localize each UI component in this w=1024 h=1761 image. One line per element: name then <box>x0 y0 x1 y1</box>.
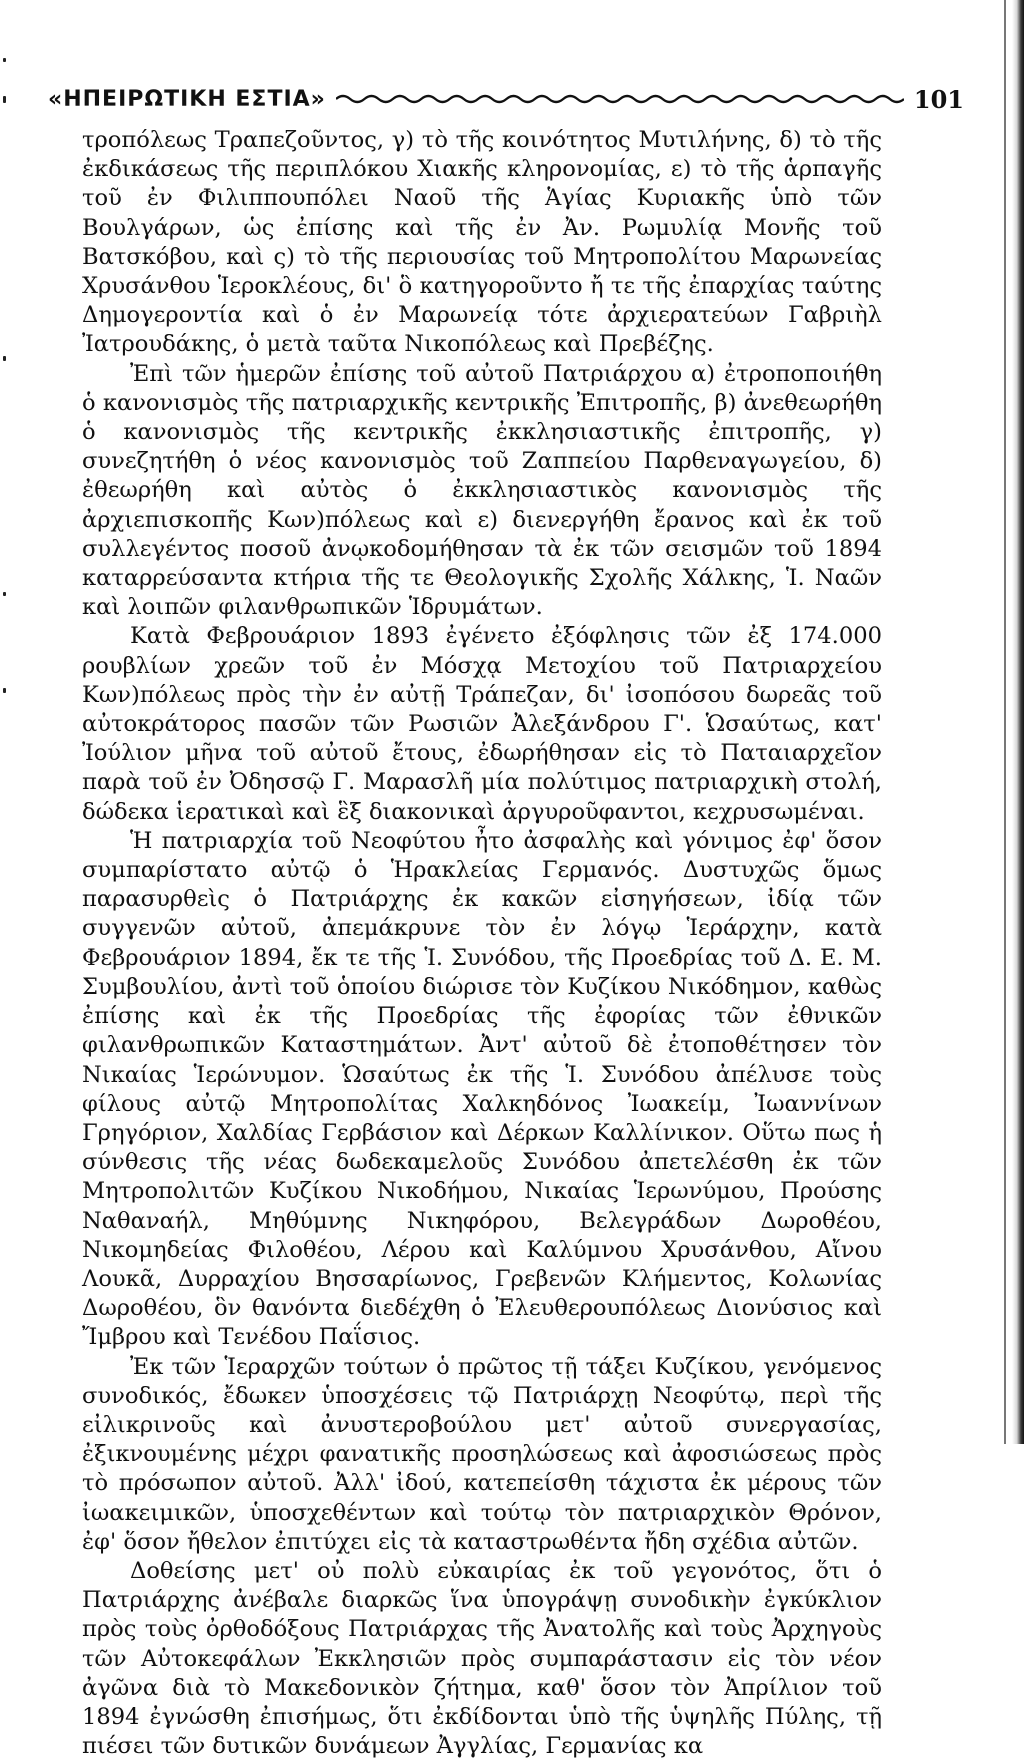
paragraph: Ἡ πατριαρχία τοῦ Νεοφύτου ἦτο ἀσφαλὴς καὶ γόνιμος ἐφ' ὅσον συμπαρίστατο αὐτῷ ὁ Ἡρακλείας Γερμανός. Δυστυχῶς ὅμως παρασυρθεὶς ὁ Πατριάρχης ἐκ κακῶν εἰσηγήσεων, ἰδίᾳ τῶν συγγενῶν αὐτοῦ, ἀπεμάκρυνε τὸν ἐν λόγῳ Ἱεράρχην, κατὰ Φεβρουάριον 1894, ἔκ τε τῆς Ἱ. Συνόδου, τῆς Προεδρίας τοῦ Δ. Ε. Μ. Συμβουλίου, ἀντὶ τοῦ ὁποίου διώρισε τὸν Κυζίκου Νικόδημον, καθὼς ἐπίσης καὶ ἐκ τῆς Προεδρίας τῆς ἐφορίας τῶν ἐθνικῶν φιλανθρωπικῶν Καταστημάτων. Ἀντ' αὐτοῦ δὲ ἐτοποθέτησεν τὸν Νικαίας Ἱερώνυμον. Ὡσαύτως ἐκ τῆς Ἱ. Συνόδου ἀπέλυσε τοὺς φίλους αὐτῷ Μητροπολίτας Χαλκηδόνος Ἰωακείμ, Ἰωαννίνων Γρηγόριον, Χαλδίας Γερβάσιον καὶ Δέρκων Καλλίνικον. Οὕτω πως ἡ σύνθεσις τῆς νέας δωδεκαμελοῦς Συνόδου ἀπετελέσθη ἐκ τῶν Μητροπολιτῶν Κυζίκου Νικοδήμου, Νικαίας Ἱερωνύμου, Προύσης Ναθαναήλ, Μηθύμνης Νικηφόρου, Βελεγράδων Δωροθέου, Νικομηδείας Φιλοθέου, Λέρου καὶ Καλύμνου Χρυσάνθου, Αἴνου Λουκᾶ, Δυρραχίου Βησσαρίωνος, Γρεβενῶν Κλήμεντος, Κολωνίας Δωροθέου, ὃν θανόντα διεδέχθη ὁ Ἐλευθερουπόλεως Διονύσιος καὶ Ἴμβρου καὶ Τενέδου Παΐσιος. <box>82 827 882 1351</box>
paragraph: Ἐκ τῶν Ἱεραρχῶν τούτων ὁ πρῶτος τῇ τάξει Κυζίκου, γενόμενος συνοδικός, ἔδωκεν ὑποσχέσεις τῷ Πατριάρχῃ Νεοφύτῳ, περὶ τῆς εἰλικρινοῦς καὶ ἀνυστεροβούλου μετ' αὐτοῦ συνεργασίας, ἐξικνουμένης μέχρι φανατικῆς προσηλώσεως καὶ ἀφοσιώσεως πρὸς τὸ πρόσωπον αὐτοῦ. Ἀλλ' ἰδού, κατεπείσθη τάχιστα ἐκ μέρους τῶν ἰωακειμικῶν, ὑποσχεθέντων καὶ τούτῳ τὸν πατριαρχικὸν Θρόνον, ἐφ' ὅσον ἤθελον ἐπιτύχει εἰς τὰ καταστρωθέντα ἤδη σχέδια αὐτῶν. <box>82 1353 882 1555</box>
running-title: «ΗΠΕΙΡΩΤΙΚΗ ΕΣΤΙΑ» <box>48 86 326 112</box>
paragraph: Δοθείσης μετ' οὐ πολὺ εὐκαιρίας ἐκ τοῦ γεγονότος, ὅτι ὁ Πατριάρχης ἀνέβαλε διαρκῶς ἵνα ὑπογράψῃ συνοδικὴν ἐγκύκλιον πρὸς τοὺς ὀρθοδόξους Πατριάρχας τῆς Ἀνατολῆς καὶ τοὺς Ἀρχηγοὺς τῶν Αὐτοκεφάλων Ἐκκλησιῶν πρὸς συμπαράστασιν εἰς τὸν νέον ἀγῶνα διὰ τὸ Μακεδονικὸν ζήτημα, καθ' ὅσον τὸν Ἀπρίλιον τοῦ 1894 ἐγνώσθη ἐπισήμως, ὅτι ἐκδίδονται ὑπὸ τῆς ὑψηλῆς Πύλης, τῇ πιέσει τῶν δυτικῶν δυνάμεων Ἀγγλίας, Γερμανίας κα <box>82 1557 882 1760</box>
paragraph: τροπόλεως Τραπεζοῦντος, γ) τὸ τῆς κοινότητος Μυτιλήνης, δ) τὸ τῆς ἐκδικάσεως τῆς περιπλόκου Χιακῆς κληρονομίας, ε) τὸ τῆς ἁρπαγῆς τοῦ ἐν Φιλιππουπόλει Ναοῦ τῆς Ἁγίας Κυριακῆς ὑπὸ τῶν Βουλγάρων, ὡς ἐπίσης καὶ τῆς ἐν Ἀν. Ρωμυλίᾳ Μονῆς τοῦ Βατσκόβου, καὶ ς) τὸ τῆς περιουσίας τοῦ Μητροπολίτου Μαρωνείας Χρυσάνθου Ἱεροκλέους, δι' ὃ κατηγοροῦντο ἤ τε τῆς ἐπαρχίας ταύτης Δημογεροντία καὶ ὁ ἐν Μαρωνείᾳ τότε ἀρχιερατεύων Γαβριὴλ Ἰατρουδάκης, ὁ μετὰ ταῦτα Νικοπόλεως καὶ Πρεβέζης. <box>82 127 882 358</box>
page-number: 101 <box>913 84 964 114</box>
body-text <box>82 126 882 1761</box>
scan-left-margin-marks <box>0 0 14 1444</box>
scan-edge-line <box>1004 0 1006 1444</box>
page-header <box>48 82 964 116</box>
scan-right-edge-shadow <box>1012 0 1024 1444</box>
wavy-rule-ornament <box>336 92 904 106</box>
paragraph: Κατὰ Φεβρουάριον 1893 ἐγένετο ἐξόφλησις τῶν ἐξ 174.000 ρουβλίων χρεῶν τοῦ ἐν Μόσχᾳ Μετοχίου τοῦ Πατριαρχείου Κων)πόλεως πρὸς τὴν ἐν αὐτῇ Τράπεζαν, δι' ἰσοπόσου δωρεᾶς τοῦ αὐτοκράτορος πασῶν τῶν Ρωσιῶν Ἀλεξάνδρου Γ'. Ὡσαύτως, κατ' Ἰούλιον μῆνα τοῦ αὐτοῦ ἔτους, ἐδωρήθησαν εἰς τὸ Παταιαρχεῖον παρὰ τοῦ ἐν Ὀδησσῷ Γ. Μαρασλῆ μία πολύτιμος πατριαρχικὴ στολή, δώδεκα ἱερατικαὶ καὶ ἓξ διακονικαὶ ἀργυροῦφαντοι, κεχρυσωμέναι. <box>82 623 882 825</box>
paragraph: Ἐπὶ τῶν ἡμερῶν ἐπίσης τοῦ αὐτοῦ Πατριάρχου α) ἐτροποποιήθη ὁ κανονισμὸς τῆς πατριαρχικῆς κεντρικῆς Ἐπιτροπῆς, β) ἀνεθεωρήθη ὁ κανονισμὸς τῆς κεντρικῆς ἐκκλησιαστικῆς ἐπιτροπῆς, γ) συνεζητήθη ὁ νέος κανονισμὸς τοῦ Ζαππείου Παρθεναγωγείου, δ) ἐθεωρήθη καὶ αὐτὸς ὁ ἐκκλησιαστικὸς κανονισμὸς τῆς ἀρχιεπισκοπῆς Κων)πόλεως καὶ ε) διενεργήθη ἔρανος καὶ ἐκ τοῦ συλλεγέντος ποσοῦ ἀνῳκοδομήθησαν τὰ ἐκ τῶν σεισμῶν τοῦ 1894 καταρρεύσαντα κτήρια τῆς τε Θεολογικῆς Σχολῆς Χάλκης, Ἱ. Ναῶν καὶ λοιπῶν φιλανθρωπικῶν Ἱδρυμάτων. <box>82 360 882 621</box>
